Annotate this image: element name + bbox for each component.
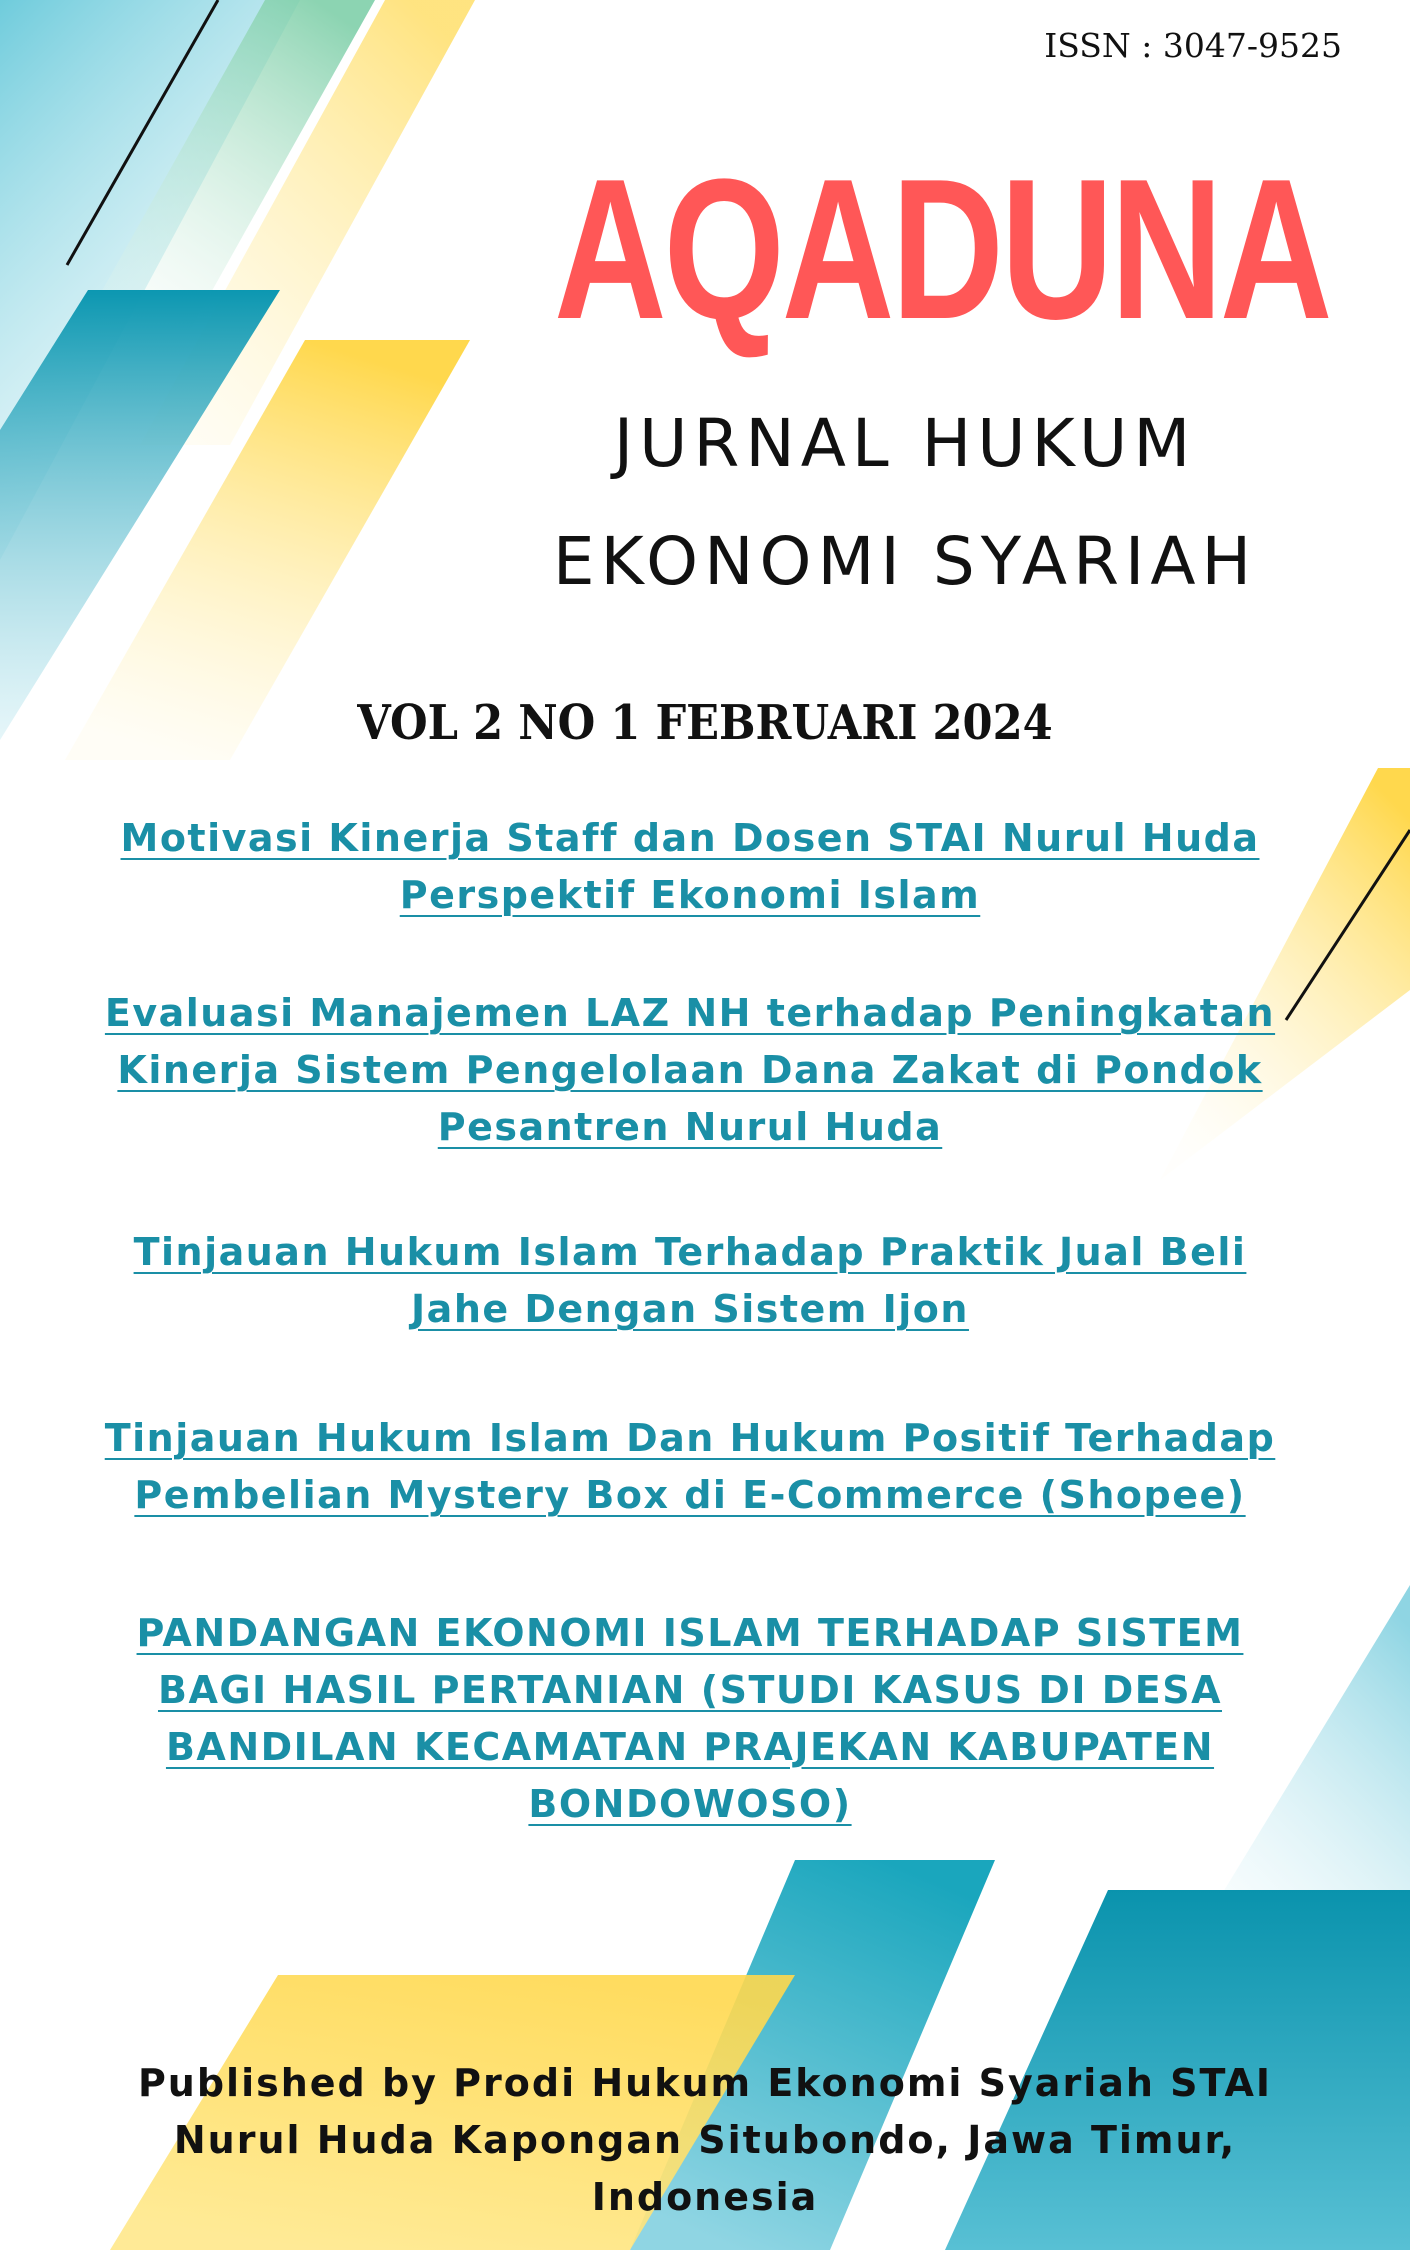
article-link[interactable]: PANDANGAN EKONOMI ISLAM TERHADAP SISTEM BAGI HASIL PERTANIAN (STUDI KASUS DI DESA BANDILAN KECAMATAN PRAJEKAN KABUPATEN BONDOWOSO) xyxy=(136,1611,1244,1826)
journal-subtitle-line1: JURNAL HUKUM xyxy=(613,405,1197,482)
journal-subtitle-line2: EKONOMI SYARIAH xyxy=(552,523,1258,600)
volume-issue-label: VOL 2 NO 1 FEBRUARI 2024 xyxy=(357,695,1053,751)
issn-label: ISSN : 3047-9525 xyxy=(1044,26,1342,65)
article-link[interactable]: Evaluasi Manajemen LAZ NH terhadap Peningkatan Kinerja Sistem Pengelolaan Dana Zakat di Pondok Pesantren Nurul Huda xyxy=(104,991,1276,1149)
article-link[interactable]: Tinjauan Hukum Islam Terhadap Praktik Jual Beli Jahe Dengan Sistem Ijon xyxy=(133,1230,1247,1331)
article-link[interactable]: Tinjauan Hukum Islam Dan Hukum Positif Terhadap Pembelian Mystery Box di E-Commerce (Shopee) xyxy=(104,1416,1276,1517)
journal-title: AQADUNA xyxy=(554,138,1330,361)
article-link[interactable]: Motivasi Kinerja Staff dan Dosen STAI Nurul Huda Perspektif Ekonomi Islam xyxy=(120,816,1260,917)
publisher-info: Published by Prodi Hukum Ekonomi Syariah STAI Nurul Huda Kapongan Situbondo, Jawa Timur, Indonesia xyxy=(137,2061,1273,2219)
